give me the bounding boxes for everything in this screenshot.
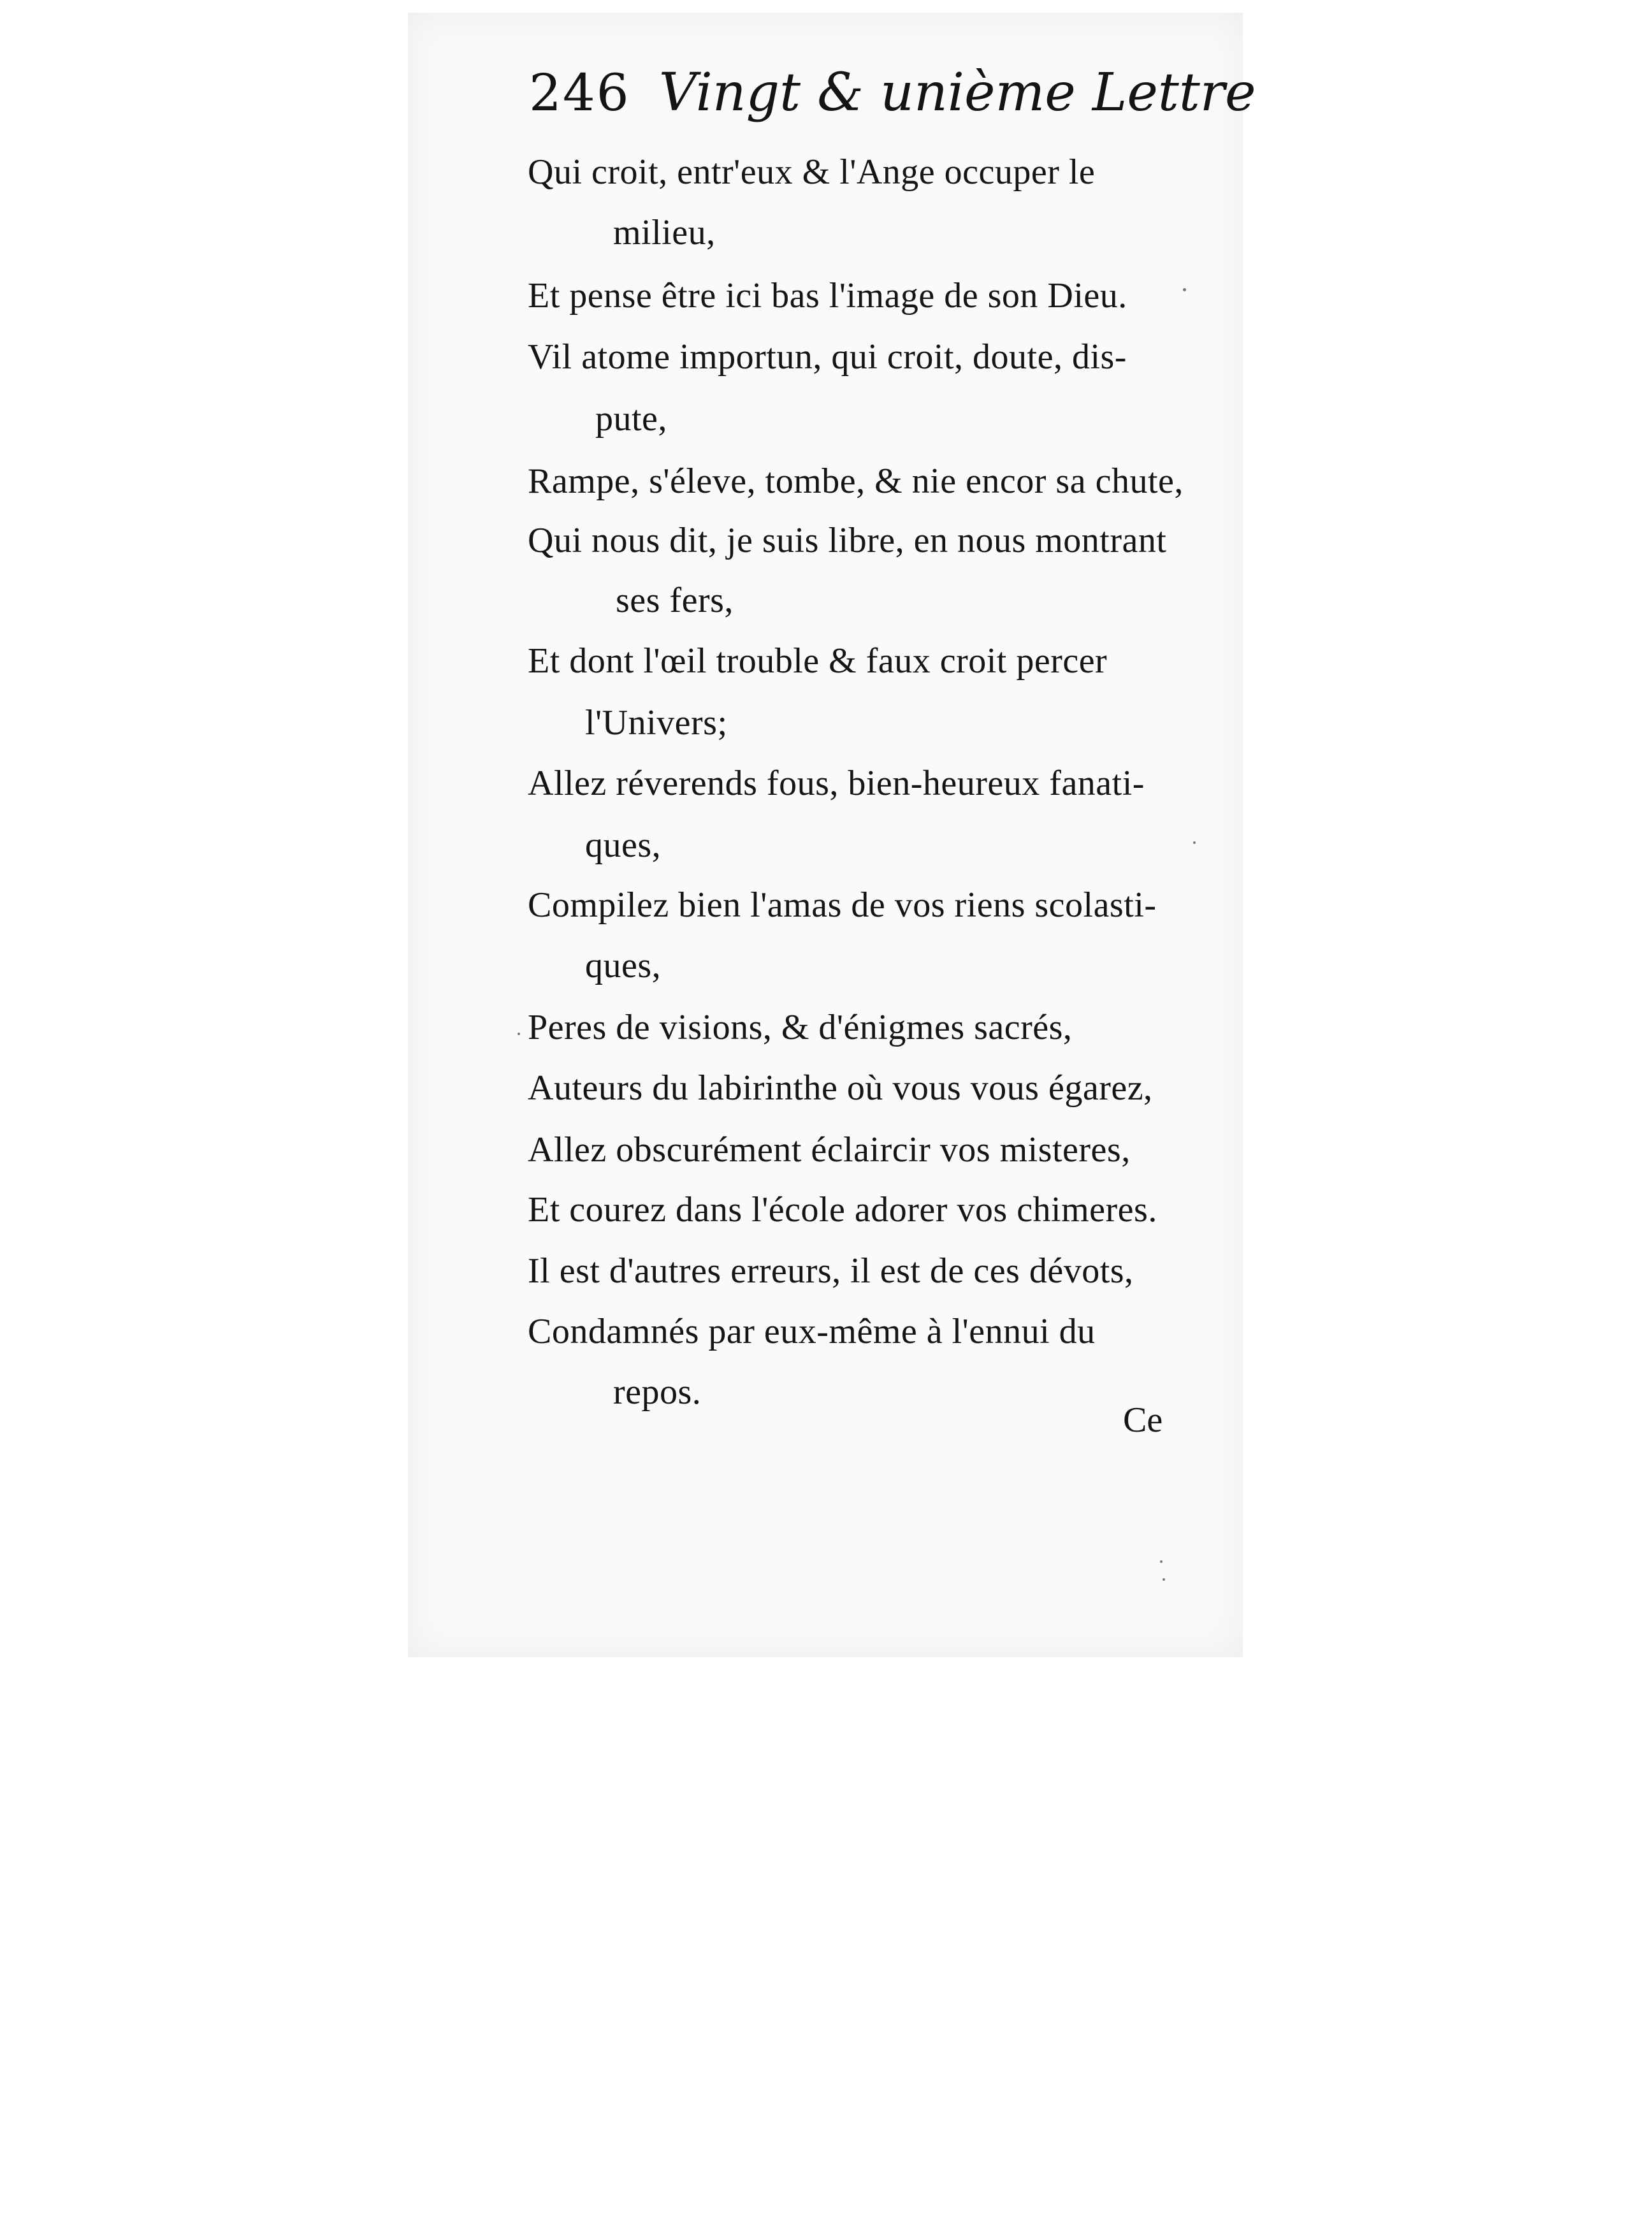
- print-speck: [1193, 841, 1196, 844]
- verse-line: Qui nous dit, je suis libre, en nous montrant: [528, 521, 1167, 560]
- verse-line: pute,: [595, 399, 667, 439]
- verse-line: repos.: [613, 1372, 702, 1412]
- verse-line: Il est d'autres erreurs, il est de ces dévots,: [528, 1251, 1134, 1291]
- verse-line: ques,: [585, 946, 662, 985]
- verse-line: ses fers,: [616, 581, 734, 620]
- verse-line: ques,: [585, 825, 662, 865]
- verse-line: Condamnés par eux-même à l'ennui du: [528, 1312, 1096, 1351]
- verse-line: Allez réverends fous, bien-heureux fanati-: [528, 764, 1145, 803]
- verse-line: Et dont l'œil trouble & faux croit percer: [528, 641, 1108, 681]
- verse-line: Qui croit, entr'eux & l'Ange occuper le: [528, 152, 1096, 192]
- print-speck: [518, 1033, 520, 1035]
- verse-line: milieu,: [613, 213, 716, 252]
- print-speck: [1183, 288, 1186, 291]
- verse-line: Peres de visions, & d'énigmes sacrés,: [528, 1008, 1073, 1047]
- verse-line: Allez obscurément éclaircir vos misteres,: [528, 1130, 1131, 1170]
- catchword: Ce: [1123, 1400, 1163, 1440]
- verse-line: Et pense être ici bas l'image de son Dieu.: [528, 276, 1127, 316]
- verse-line: Et courez dans l'école adorer vos chimeres.: [528, 1190, 1157, 1230]
- verse-line: l'Univers;: [585, 703, 728, 743]
- running-title: Vingt & unième Lettre: [658, 62, 1256, 123]
- verse-line: Rampe, s'éleve, tombe, & nie encor sa chute,: [528, 461, 1184, 501]
- page-number: 246: [529, 63, 630, 122]
- verse-line: Auteurs du labirinthe où vous vous égarez,: [528, 1068, 1153, 1108]
- verse-line: Compilez bien l'amas de vos riens scolasti-: [528, 885, 1157, 925]
- print-speck: [1163, 1578, 1165, 1581]
- print-speck: [1160, 1560, 1163, 1563]
- verse-line: Vil atome importun, qui croit, doute, dis-: [528, 337, 1127, 377]
